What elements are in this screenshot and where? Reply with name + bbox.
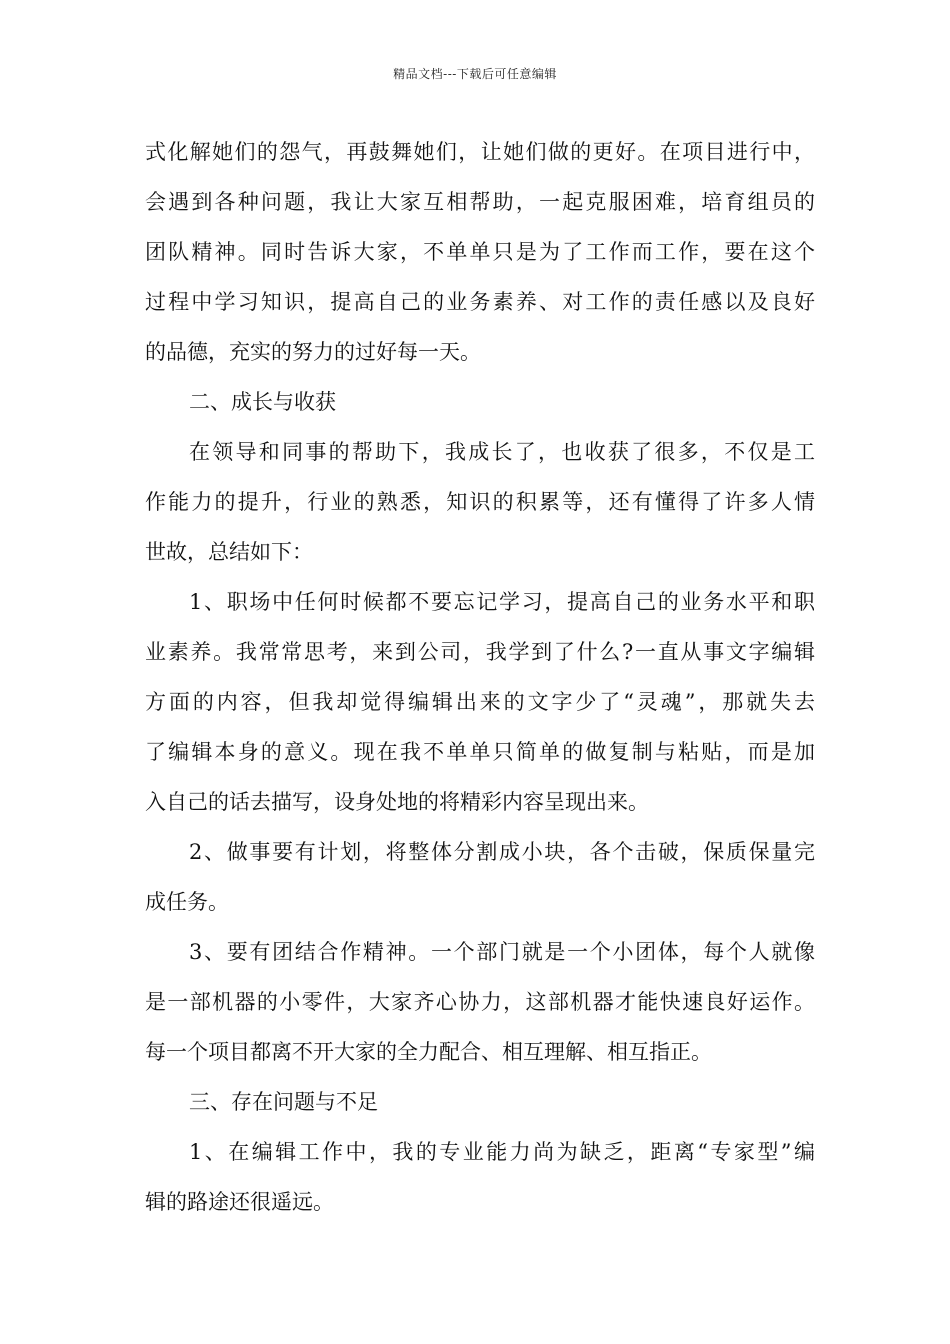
body-line: 会遇到各种问题，我让大家互相帮助，一起克服困难，培育组员的: [145, 190, 815, 214]
body-line: 团队精神。同时告诉大家，不单单只是为了工作而工作，要在这个: [145, 240, 815, 264]
list-item-line: 1、在编辑工作中，我的专业能力尚为缺乏，距离“专家型”编: [189, 1140, 815, 1164]
body-line: 在领导和同事的帮助下，我成长了，也收获了很多，不仅是工: [189, 440, 815, 464]
list-item-line: 了编辑本身的意义。现在我不单单只简单的做复制与粘贴，而是加: [145, 740, 815, 764]
body-line: 的品德，充实的努力的过好每一天。: [145, 340, 481, 364]
list-item-line: 辑的路途还很遥远。: [145, 1190, 334, 1214]
document-body: [145, 127, 815, 1227]
section-heading: 二、成长与收获: [189, 390, 336, 414]
page-header: 精品文档---下载后可任意编辑: [393, 67, 557, 81]
body-line: 过程中学习知识，提高自己的业务素养、对工作的责任感以及良好: [145, 290, 815, 314]
list-item-line: 是一部机器的小零件，大家齐心协力，这部机器才能快速良好运作。: [145, 990, 815, 1014]
list-item-line: 业素养。我常常思考，来到公司，我学到了什么?一直从事文字编辑: [145, 640, 815, 664]
body-line: 作能力的提升，行业的熟悉，知识的积累等，还有懂得了许多人情: [145, 490, 815, 514]
list-item-line: 3、要有团结合作精神。一个部门就是一个小团体，每个人就像: [189, 940, 815, 964]
body-line: 式化解她们的怨气，再鼓舞她们，让她们做的更好。在项目进行中，: [145, 140, 815, 164]
list-item-line: 1、职场中任何时候都不要忘记学习，提高自己的业务水平和职: [189, 590, 815, 614]
body-line: 世故，总结如下：: [145, 540, 313, 564]
section-heading: 三、存在问题与不足: [189, 1090, 378, 1114]
list-item-line: 入自己的话去描写，设身处地的将精彩内容呈现出来。: [145, 790, 649, 814]
list-item-line: 成任务。: [145, 890, 229, 914]
list-item-line: 方面的内容，但我却觉得编辑出来的文字少了“灵魂”，那就失去: [145, 690, 815, 714]
list-item-line: 2、做事要有计划，将整体分割成小块，各个击破，保质保量完: [189, 840, 815, 864]
list-item-line: 每一个项目都离不开大家的全力配合、相互理解、相互指正。: [145, 1040, 712, 1064]
